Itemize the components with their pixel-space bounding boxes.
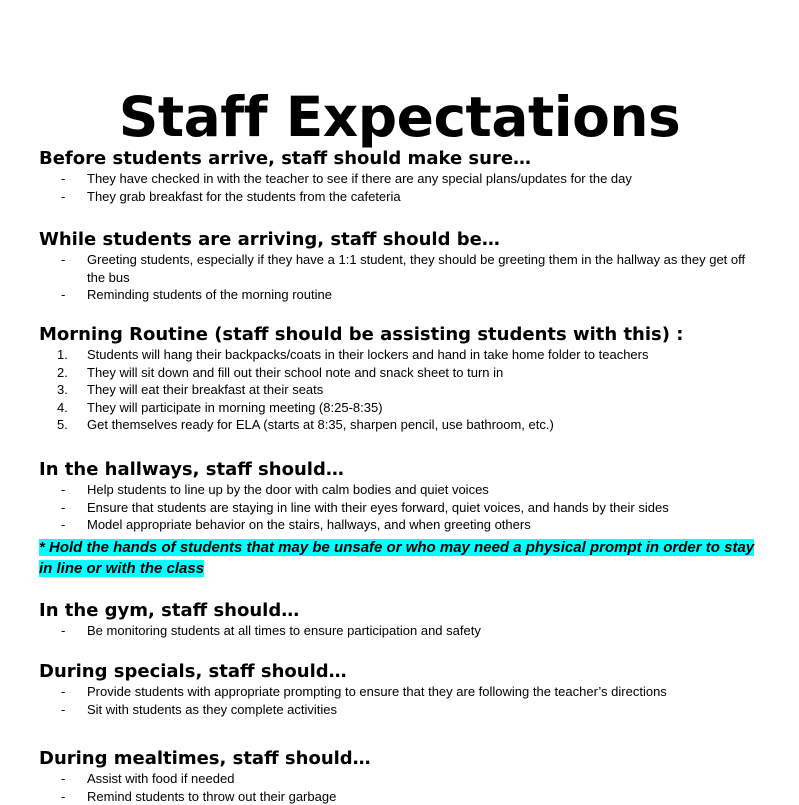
bullet-marker: - bbox=[61, 683, 77, 701]
list-item-text: They grab breakfast for the students from the cafeteria bbox=[87, 189, 401, 204]
bullet-marker: - bbox=[61, 251, 77, 269]
section-heading: In the hallways, staff should… bbox=[39, 459, 759, 481]
numbered-list bbox=[39, 346, 759, 434]
list-item bbox=[39, 364, 759, 382]
bullet-list bbox=[39, 770, 759, 805]
list-item bbox=[39, 170, 759, 188]
bullet-marker: - bbox=[61, 622, 77, 640]
number-marker: 2. bbox=[57, 364, 73, 382]
bullet-list bbox=[39, 683, 759, 718]
list-item-text: They will eat their breakfast at their seats bbox=[87, 382, 323, 397]
list-item bbox=[39, 683, 759, 701]
list-item-text: Ensure that students are staying in line with their eyes forward, quiet voices, and hands by their sides bbox=[87, 500, 669, 515]
bullet-marker: - bbox=[61, 770, 77, 788]
list-item bbox=[39, 499, 759, 517]
bullet-marker: - bbox=[61, 481, 77, 499]
bullet-marker: - bbox=[61, 188, 77, 206]
bullet-marker: - bbox=[61, 788, 77, 805]
list-item bbox=[39, 481, 759, 499]
section-heading: Morning Routine (staff should be assisting students with this) : bbox=[39, 324, 759, 346]
list-item bbox=[39, 188, 759, 206]
section-heading: Before students arrive, staff should make sure… bbox=[39, 148, 759, 170]
list-item-text: Help students to line up by the door with calm bodies and quiet voices bbox=[87, 482, 489, 497]
list-item bbox=[39, 622, 759, 640]
list-item-text: Remind students to throw out their garbage bbox=[87, 789, 336, 804]
section-hallways bbox=[39, 459, 759, 534]
section-mealtimes bbox=[39, 748, 759, 805]
number-marker: 4. bbox=[57, 399, 73, 417]
section-heading: In the gym, staff should… bbox=[39, 600, 759, 622]
section-specials bbox=[39, 661, 759, 718]
section-arrival bbox=[39, 229, 759, 304]
highlighted-safety-note bbox=[39, 537, 759, 579]
list-item bbox=[39, 770, 759, 788]
list-item-text: They will participate in morning meeting (8:25-8:35) bbox=[87, 400, 383, 415]
list-item bbox=[39, 346, 759, 364]
list-item bbox=[39, 399, 759, 417]
list-item-text: Provide students with appropriate prompting to ensure that they are following the teacher’s directions bbox=[87, 684, 667, 699]
section-morning-routine bbox=[39, 324, 759, 434]
page-title: Staff Expectations bbox=[0, 81, 799, 153]
list-item-text: Get themselves ready for ELA (starts at 8:35, sharpen pencil, use bathroom, etc.) bbox=[87, 417, 554, 432]
list-item-text: Students will hang their backpacks/coats in their lockers and hand in take home folder to teachers bbox=[87, 347, 648, 362]
list-item-text: Be monitoring students at all times to ensure participation and safety bbox=[87, 623, 481, 638]
list-item bbox=[39, 516, 759, 534]
list-item-text: They will sit down and fill out their school note and snack sheet to turn in bbox=[87, 365, 503, 380]
list-item bbox=[39, 788, 759, 805]
list-item bbox=[39, 701, 759, 719]
bullet-list bbox=[39, 622, 759, 640]
list-item bbox=[39, 416, 759, 434]
section-heading: During specials, staff should… bbox=[39, 661, 759, 683]
bullet-list bbox=[39, 170, 759, 205]
list-item-text: Assist with food if needed bbox=[87, 771, 234, 786]
bullet-list bbox=[39, 481, 759, 534]
list-item-text: Model appropriate behavior on the stairs, hallways, and when greeting others bbox=[87, 517, 531, 532]
section-gym bbox=[39, 600, 759, 640]
list-item-text: Reminding students of the morning routine bbox=[87, 287, 332, 302]
list-item-text: Sit with students as they complete activities bbox=[87, 702, 337, 717]
list-item bbox=[39, 381, 759, 399]
section-before-arrival bbox=[39, 148, 759, 205]
bullet-marker: - bbox=[61, 286, 77, 304]
bullet-marker: - bbox=[61, 516, 77, 534]
list-item-text: They have checked in with the teacher to see if there are any special plans/updates for the day bbox=[87, 171, 632, 186]
bullet-marker: - bbox=[61, 499, 77, 517]
bullet-marker: - bbox=[61, 170, 77, 188]
bullet-marker: - bbox=[61, 701, 77, 719]
bullet-list bbox=[39, 251, 759, 304]
highlighted-text: * Hold the hands of students that may be unsafe or who may need a physical prompt in order to stay in line or with the class bbox=[39, 539, 754, 577]
number-marker: 3. bbox=[57, 381, 73, 399]
number-marker: 1. bbox=[57, 346, 73, 364]
list-item-text: Greeting students, especially if they have a 1:1 student, they should be greeting them in the hallway as they get off the bus bbox=[87, 252, 745, 285]
section-heading: While students are arriving, staff should be… bbox=[39, 229, 759, 251]
section-heading: During mealtimes, staff should… bbox=[39, 748, 759, 770]
number-marker: 5. bbox=[57, 416, 73, 434]
list-item bbox=[39, 251, 759, 286]
list-item bbox=[39, 286, 759, 304]
